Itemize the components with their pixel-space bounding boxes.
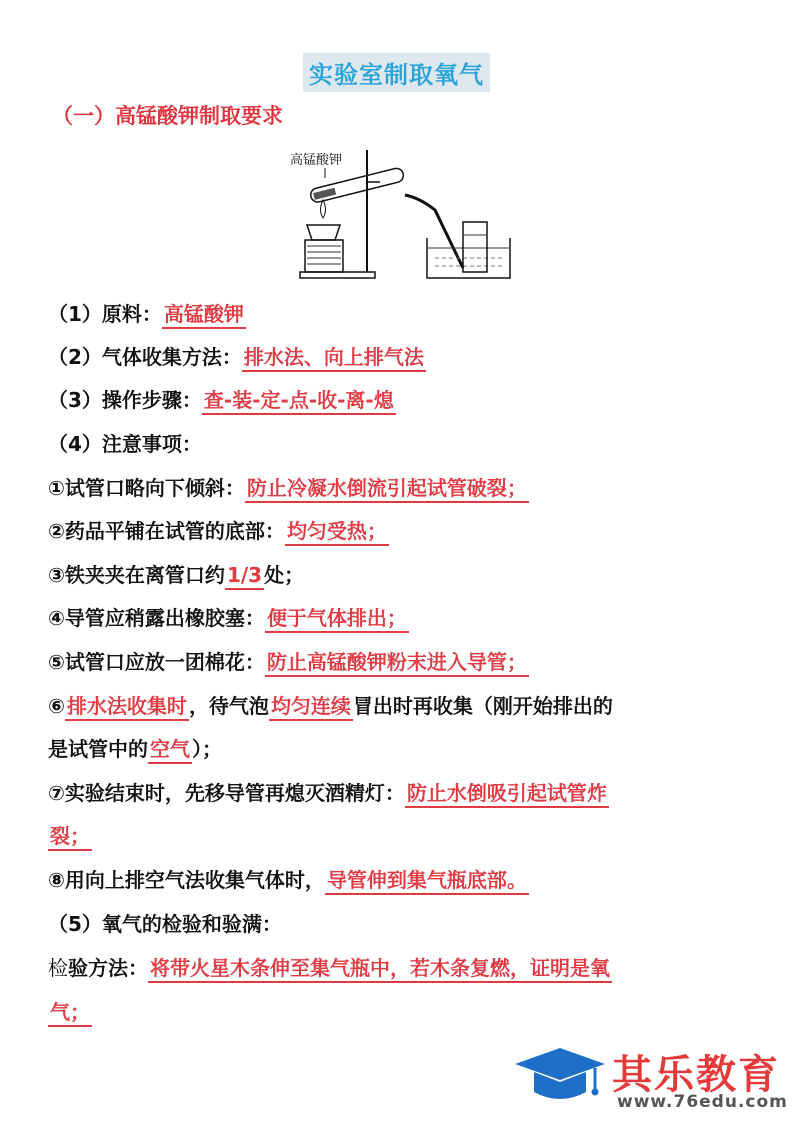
note-6-mid: ，待气泡 [188, 694, 269, 718]
note-4 [48, 602, 409, 631]
note-7-cont [48, 820, 92, 849]
note-6b-answer: 空气 [148, 737, 192, 764]
line-collection [48, 341, 426, 370]
note-3-answer: 1/3 [225, 563, 264, 590]
line-notes-heading [48, 428, 202, 457]
note-1 [48, 472, 529, 501]
note-5-label: ⑤试管口应放一团棉花： [48, 650, 265, 674]
graduation-cap-icon [515, 1048, 605, 1080]
answer-steps: 查-装-定-点-收-离-熄 [202, 388, 396, 415]
apparatus-figure [285, 140, 515, 285]
check-answer: 将带火星木条伸至集气瓶中，若木条复燃，证明是氧 [148, 956, 612, 983]
note-8-answer: 导管伸到集气瓶底部。 [325, 868, 529, 895]
brand-name: 其乐教育 [612, 1052, 780, 1098]
title-wrap [0, 53, 793, 92]
section-heading: （一）高锰酸钾制取要求 [52, 104, 283, 128]
water-lines [435, 258, 505, 266]
note-8-label: ⑧用向上排空气法收集气体时， [48, 868, 325, 892]
check-method [48, 952, 612, 981]
label-collection: （2）气体收集方法： [48, 345, 242, 369]
note-1-label: ①试管口略向下倾斜： [48, 476, 245, 500]
line-oxygen-test [48, 908, 282, 937]
note-2 [48, 515, 389, 544]
note-5 [48, 646, 529, 675]
check-prefix-plain: 检 [48, 956, 68, 980]
check-method-cont [48, 996, 92, 1025]
note-3-suffix: 处； [264, 563, 305, 587]
label-raw: （1）原料： [48, 302, 162, 326]
answer-collection: 排水法、向上排气法 [242, 345, 426, 372]
note-8 [48, 864, 529, 893]
test-tube [309, 167, 405, 204]
note-6-label: ⑥ [48, 694, 65, 718]
note-4-answer: 便于气体排出； [265, 606, 409, 633]
note-6b-label: 是试管中的 [48, 737, 148, 761]
alcohol-lamp [307, 225, 340, 240]
note-2-answer: 均匀受热； [285, 519, 389, 546]
label-notes: （4）注意事项： [48, 432, 202, 456]
note-6-answer: 排水法收集时 [65, 694, 189, 721]
delivery-tube [405, 195, 463, 268]
note-7b-answer: 裂； [48, 824, 92, 851]
note-6b-suffix: ）； [192, 737, 222, 761]
brand-url: www.76edu.com [617, 1092, 788, 1112]
note-6-answer-2: 均匀连续 [269, 694, 353, 721]
wood-block [305, 240, 343, 272]
gas-bottle [463, 222, 487, 272]
note-3-label: ③铁夹夹在离管口约 [48, 563, 225, 587]
note-1-answer: 防止冷凝水倒流引起试管破裂； [245, 476, 529, 503]
note-6-suffix: 冒出时再收集（刚开始排出的 [352, 694, 613, 718]
note-2-label: ②药品平铺在试管的底部： [48, 519, 285, 543]
note-7-answer: 防止水倒吸引起试管炸 [405, 781, 609, 808]
label-oxygen-test: （5）氧气的检验和验满： [48, 912, 282, 936]
page-title: 实验室制取氧气 [303, 53, 490, 92]
answer-raw: 高锰酸钾 [162, 302, 246, 329]
check-prefix: 验方法： [68, 956, 148, 980]
figure-label: 高锰酸钾 [290, 153, 343, 168]
note-7 [48, 777, 609, 806]
line-raw-material [48, 298, 246, 327]
lamp-flame [321, 200, 326, 218]
note-6 [48, 690, 613, 719]
line-steps [48, 384, 396, 413]
label-steps: （3）操作步骤： [48, 388, 202, 412]
stand-base [300, 272, 375, 278]
check-answer-cont: 气； [48, 1000, 92, 1027]
wood-grain [307, 246, 341, 264]
note-4-label: ④导管应稍露出橡胶塞： [48, 606, 265, 630]
note-6-cont [48, 733, 222, 762]
note-5-answer: 防止高锰酸钾粉末进入导管； [265, 650, 529, 677]
note-7-label: ⑦实验结束时，先移导管再熄灭酒精灯： [48, 781, 405, 805]
note-3 [48, 559, 304, 588]
